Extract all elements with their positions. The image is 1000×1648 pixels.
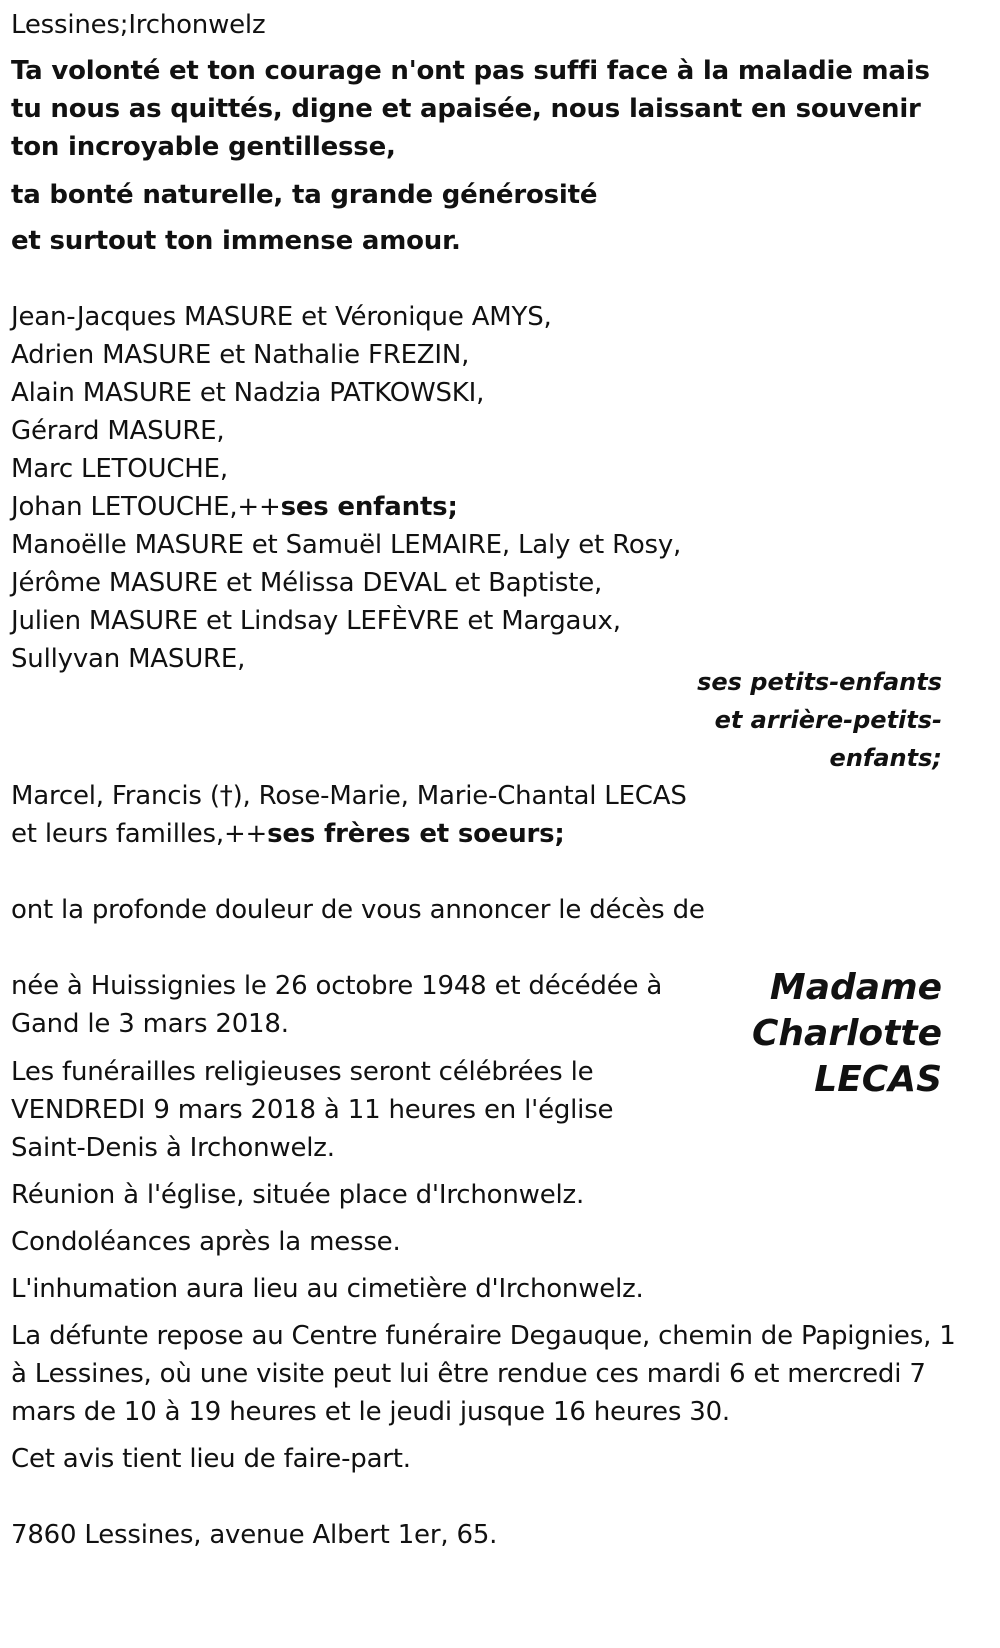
grandchildren-relation — [697, 663, 942, 777]
grandchild-line: Sullyvan MASURE, — [11, 644, 246, 674]
announcement: ont la profonde douleur de vous annoncer le décès de — [11, 895, 705, 925]
deceased-name-line: Charlotte — [751, 1013, 942, 1054]
deceased-name-line: Madame — [769, 967, 942, 1008]
visitation-line: mars de 10 à 19 heures et le jeudi jusque 16 heures 30. — [11, 1397, 730, 1427]
siblings-relation: ses frères et soeurs; — [267, 819, 565, 849]
intro-paragraph-3: et surtout ton immense amour. — [11, 226, 461, 256]
intro-paragraph-1: Ta volonté et ton courage n'ont pas suffi face à la maladie mais tu nous as quittés, digne et apaisée, nous laissant en souvenir ton incroyable gentillesse, — [11, 56, 930, 162]
address: 7860 Lessines, avenue Albert 1er, 65. — [11, 1520, 498, 1550]
birth-death-line: Gand le 3 mars 2018. — [11, 1009, 289, 1039]
burial-info: L'inhumation aura lieu au cimetière d'Irchonwelz. — [11, 1274, 644, 1304]
grandchild-line: Julien MASURE et Lindsay LEFÈVRE et Margaux, — [11, 606, 621, 636]
children-last-line — [11, 488, 458, 526]
child-line: Marc LETOUCHE, — [11, 454, 228, 484]
grandchildren-relation-line: et arrière-petits- — [714, 706, 942, 734]
child-line: Alain MASURE et Nadzia PATKOWSKI, — [11, 378, 485, 408]
condolences-info: Condoléances après la messe. — [11, 1227, 401, 1257]
grandchild-line: Jérôme MASURE et Mélissa DEVAL et Baptiste, — [11, 568, 603, 598]
visitation-line: à Lessines, où une visite peut lui être rendue ces mardi 6 et mercredi 7 — [11, 1359, 926, 1389]
notice-line: Cet avis tient lieu de faire-part. — [11, 1444, 411, 1474]
child-line: Gérard MASURE, — [11, 416, 225, 446]
child-line: Jean-Jacques MASURE et Véronique AMYS, — [11, 302, 552, 332]
visitation-line: La défunte repose au Centre funéraire Degauque, chemin de Papignies, 1 — [11, 1321, 956, 1351]
child-name: Johan LETOUCHE,++ — [11, 492, 281, 522]
deceased-name-line: LECAS — [814, 1059, 942, 1100]
children-relation: ses enfants; — [280, 492, 458, 522]
birth-death-line: née à Huissignies le 26 octobre 1948 et décédée à — [11, 971, 663, 1001]
deceased-name — [752, 965, 942, 1103]
ceremony-line: Saint-Denis à Irchonwelz. — [11, 1133, 335, 1163]
siblings-last-line — [11, 815, 565, 853]
grandchildren-relation-line: enfants; — [829, 744, 942, 772]
child-line: Adrien MASURE et Nathalie FREZIN, — [11, 340, 470, 370]
intro-paragraph-2: ta bonté naturelle, ta grande générosité — [11, 180, 598, 210]
grandchild-line: Manoëlle MASURE et Samuël LEMAIRE, Laly et Rosy, — [11, 530, 682, 560]
meeting-info: Réunion à l'église, située place d'Irchonwelz. — [11, 1180, 585, 1210]
ceremony-line: Les funérailles religieuses seront célébrées le — [11, 1057, 594, 1087]
siblings-families: et leurs familles,++ — [11, 819, 268, 849]
grandchildren-relation-line: ses petits-enfants — [697, 668, 942, 696]
siblings-line: Marcel, Francis (†), Rose-Marie, Marie-Chantal LECAS — [11, 781, 687, 811]
location-header: Lessines;Irchonwelz — [11, 10, 266, 40]
ceremony-line: VENDREDI 9 mars 2018 à 11 heures en l'église — [11, 1095, 614, 1125]
